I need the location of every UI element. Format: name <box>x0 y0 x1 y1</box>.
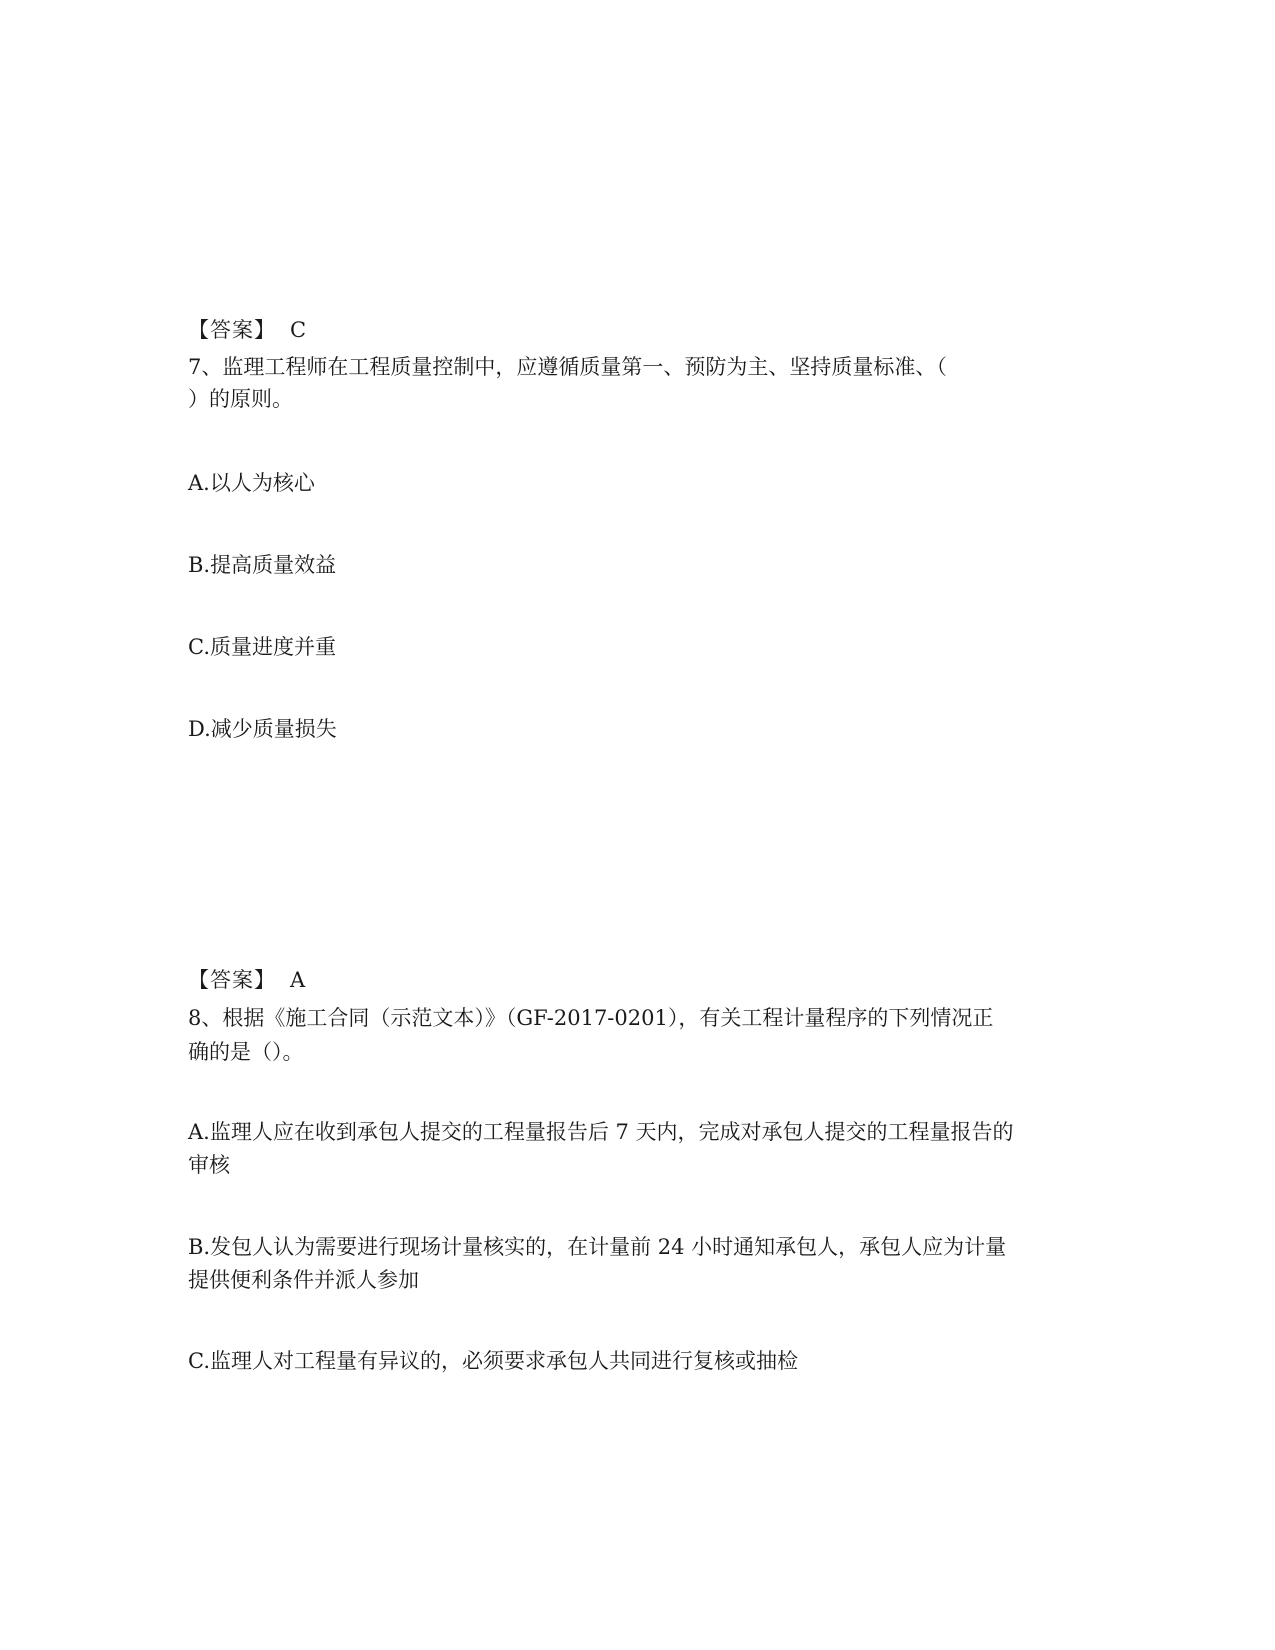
answer-value: A <box>290 968 306 992</box>
option-q8-b-line-1: B.发包人认为需要进行现场计量核实的，在计量前 24 小时通知承包人，承包人应为计量 <box>188 1235 1007 1259</box>
answer-label: 【答案】 <box>188 318 276 342</box>
option-q8-a-line-1: A.监理人应在收到承包人提交的工程量报告后 7 天内，完成对承包人提交的工程量报告的 <box>188 1120 1014 1144</box>
option-q7-b: B.提高质量效益 <box>188 553 337 577</box>
answer-line-q7 <box>188 965 305 995</box>
question-7-line-2: ）的原则。 <box>188 387 293 411</box>
question-8-line-1: 8、根据《施工合同（示范文本）》（GF-2017-0201），有关工程计量程序的下列情况正 <box>188 1006 994 1030</box>
answer-line-q6 <box>188 315 306 345</box>
option-q8-c-line-1: C.监理人对工程量有异议的，必须要求承包人共同进行复核或抽检 <box>188 1349 798 1373</box>
answer-label: 【答案】 <box>188 968 276 992</box>
answer-value: C <box>290 318 307 342</box>
question-8-line-2: 确的是（）。 <box>188 1040 304 1064</box>
option-q7-c: C.质量进度并重 <box>188 635 336 659</box>
option-q8-b-line-2: 提供便利条件并派人参加 <box>188 1268 419 1292</box>
option-q7-a: A.以人为核心 <box>188 471 315 495</box>
question-7-line-1: 7、监理工程师在工程质量控制中，应遵循质量第一、预防为主、坚持质量标准、（ <box>188 355 947 379</box>
option-q7-d: D.减少质量损失 <box>188 717 337 741</box>
option-q8-a-line-2: 审核 <box>188 1153 230 1177</box>
